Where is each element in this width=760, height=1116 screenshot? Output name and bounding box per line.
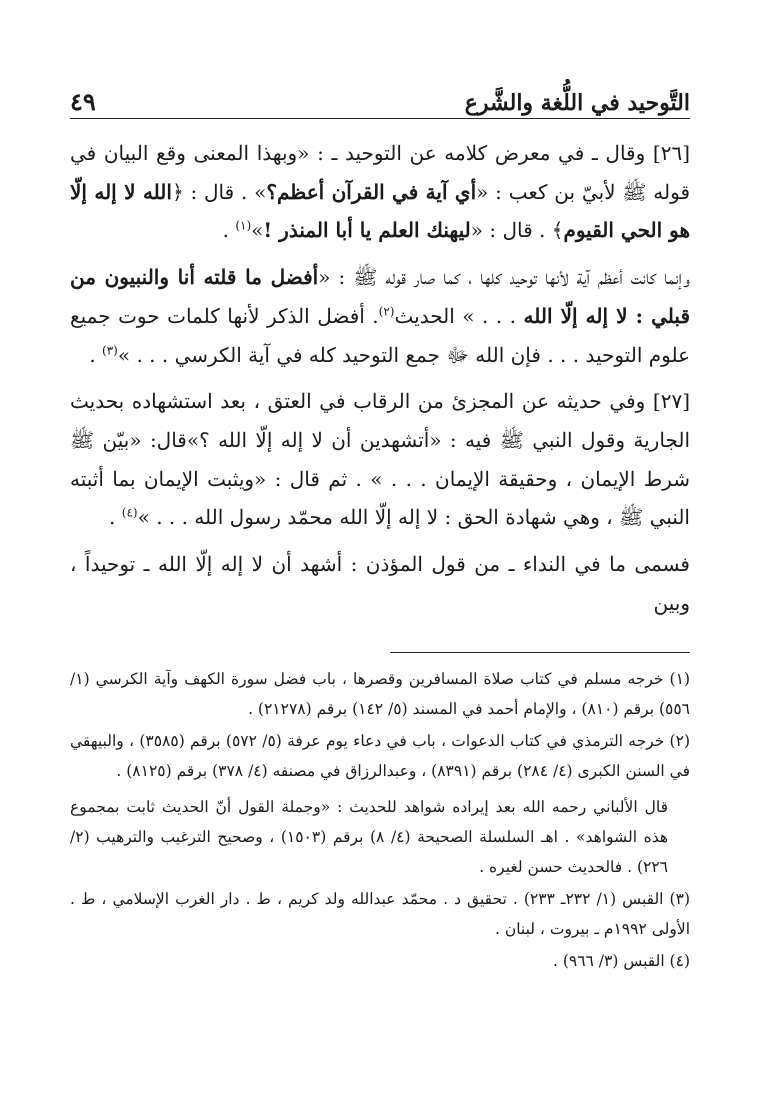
running-title: التَّوحيد في اللُّغة والشَّرع	[464, 90, 690, 116]
footnotes	[70, 664, 690, 978]
page-number: ٤٩	[70, 87, 96, 116]
text-span: [٢٧] وفي حديثه عن المجزئ من الرقاب في العتق ، بعد استشهاده بحديث الجارية وقول النبي ﷺ فيه : «أتشهدين أن لا إله إلّا الله ؟»قال: «بيّن ﷺ شرط الإيمان ، وحقيقة الإيمان . . . » . ثم قال : «ويثبت الإيمان بما أثبته النبي ﷺ ، وهي شهادة الحق : لا إله إلّا الله محمّد رسول الله . . . »	[70, 389, 690, 530]
paragraph-continued	[70, 258, 690, 374]
footnote-ref: (٢)	[378, 304, 395, 319]
text-span: وإنما كانت أعظم آية لأنها توحيد كلها ، كما صار قوله ﷺ : «	[318, 265, 690, 290]
bold-hadith-quote: ليهنك العلم يا أبا المنذر !	[263, 218, 471, 243]
footnote-rule	[390, 652, 690, 653]
text-span: . أفضل الذكر لأنها كلمات حوت جميع علوم التوحيد . . . فإن الله ﷻ جمع التوحيد كله في آية الكرسي . . . »	[70, 303, 690, 367]
bold-quran-verse: الله لا إله إلّا هو الحي القيوم	[70, 179, 690, 243]
text-span: » . قال : ﴿	[171, 179, 267, 204]
footnote-ref: (٣)	[102, 342, 118, 357]
footnote-3: (٣) القبس (١/ ٢٣٢ـ ٢٣٣) . تحقيق د . محمّد عبدالله ولد كريم ، ط . دار الغرب الإسلامي ، ط . الأولى ١٩٩٢م ـ بيروت ، لبنان .	[70, 890, 690, 938]
footnote-ref: (٤)	[121, 505, 138, 520]
page-header	[70, 82, 690, 116]
footnote-ref: (١)	[235, 218, 252, 233]
footnote-4: (٤) القبس (٣/ ٩٦٦) .	[552, 952, 690, 970]
header-rule	[70, 118, 690, 119]
paragraph-27	[70, 382, 690, 537]
text-span: .	[109, 505, 122, 530]
paragraph-final	[70, 545, 690, 622]
paragraph-26	[70, 134, 690, 250]
footnote-2-quote: قال الألباني رحمه الله بعد إيراده شواهد للحديث : «وجملة القول أنّ الحديث ثابت بمجموع هذه الشواهد» . اهـ السلسلة الصحيحة (٤/ ٨) برقم (١٥٠٣) ، وصحيح الترغيب والترهيب (٢/ ٢٢٦) . فالحديث حسن لغيره .	[70, 798, 668, 876]
footnote-2: (٢) خرجه الترمذي في كتاب الدعوات ، باب في دعاء يوم عرفة (٥/ ٥٧٢) برقم (٣٥٨٥) ، والبيهقي في السنن الكبرى (٤/ ٢٨٤) برقم (٨٣٩١) ، وعبدالرزاق في مصنفه (٤/ ٣٧٨) برقم (٨١٢٥) .	[70, 732, 690, 780]
text-span: »	[251, 218, 264, 243]
text-span: ﴾ . قال : «	[470, 218, 564, 243]
bold-hadith-quote: أي آية في القرآن أعظم؟	[266, 179, 477, 204]
bold-hadith-quote: أفضل ما قلته أنا والنبيون من قبلي : لا إله إلّا الله	[70, 265, 690, 328]
text-span: .	[222, 218, 236, 243]
text-span: .	[89, 342, 103, 367]
footnote-1: (١) خرجه مسلم في كتاب صلاة المسافرين وقصرها ، باب فضل سورة الكهف وآية الكرسي (١/ ٥٥٦) برقم (٨١٠) ، والإمام أحمد في المسند (٥/ ١٤٢) برقم (٢١٢٧٨) .	[70, 670, 690, 718]
text-span: . . . » الحديث	[394, 303, 524, 328]
text-span: [٢٦] وقال ـ في معرض كلامه عن التوحيد ـ : «وبهذا المعنى وقع البيان في قوله ﷺ لأبيّ بن كعب : «	[70, 141, 691, 204]
text-span: فسمى ما في النداء ـ من قول المؤذن : أشهد أن لا إله إلّا الله ـ توحيداً ، وبين	[70, 552, 690, 615]
main-text	[70, 134, 690, 630]
